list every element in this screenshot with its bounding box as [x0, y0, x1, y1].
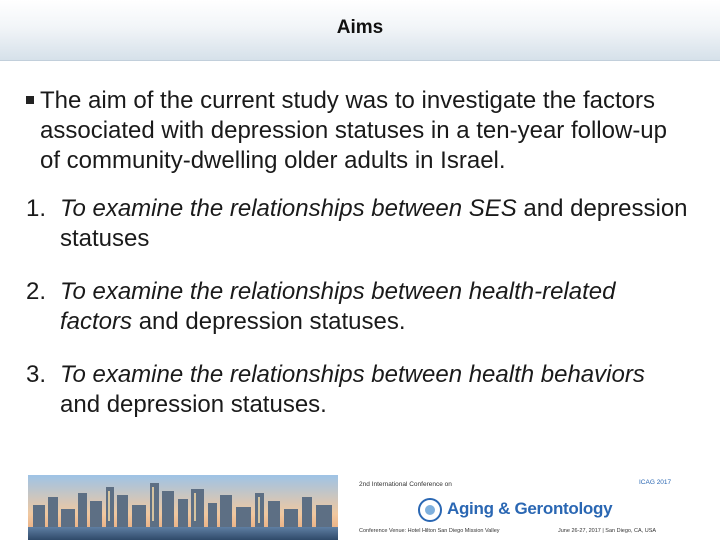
- aim-italic-text: To examine the relationships between health-related factors: [60, 278, 616, 335]
- conference-footer: [0, 469, 720, 540]
- aim-plain-text: and depression statuses: [60, 195, 688, 252]
- slide-header: [0, 0, 720, 61]
- conference-logo-icon: [417, 497, 443, 523]
- aim-item-1: [26, 194, 691, 254]
- intro-bullet: [26, 86, 691, 176]
- conference-line: 2nd International Conference on: [359, 481, 452, 488]
- aim-italic-text: To examine the relationships between SES: [60, 195, 517, 222]
- slide-body: [26, 86, 691, 443]
- city-skyline-image: [28, 475, 338, 540]
- aim-number: 1.: [26, 195, 47, 222]
- conference-venue: Conference Venue: Hotel Hilton San Diego Mission Valley: [359, 528, 500, 534]
- conference-logo-code: ICAG 2017: [639, 479, 672, 486]
- aim-item-3: [26, 360, 691, 420]
- conference-name: Aging & Gerontology: [447, 499, 613, 518]
- aim-number: 3.: [26, 361, 47, 388]
- aim-italic-text: To examine the relationships between health behaviors: [60, 361, 645, 388]
- conference-banner: [355, 475, 693, 540]
- conference-dates: June 26-27, 2017 | San Diego, CA, USA: [558, 528, 657, 534]
- aim-item-2: [26, 277, 691, 337]
- aim-plain-text: and depression statuses.: [132, 308, 406, 335]
- slide-title: Aims: [336, 17, 384, 38]
- intro-text: The aim of the current study was to investigate the factors associated with depression statuses in a ten-year follow-up of community-dwelling older adults in Israel.: [40, 87, 667, 174]
- square-bullet-icon: [26, 96, 34, 104]
- aim-number: 2.: [26, 278, 47, 305]
- aim-plain-text: and depression statuses.: [60, 391, 327, 418]
